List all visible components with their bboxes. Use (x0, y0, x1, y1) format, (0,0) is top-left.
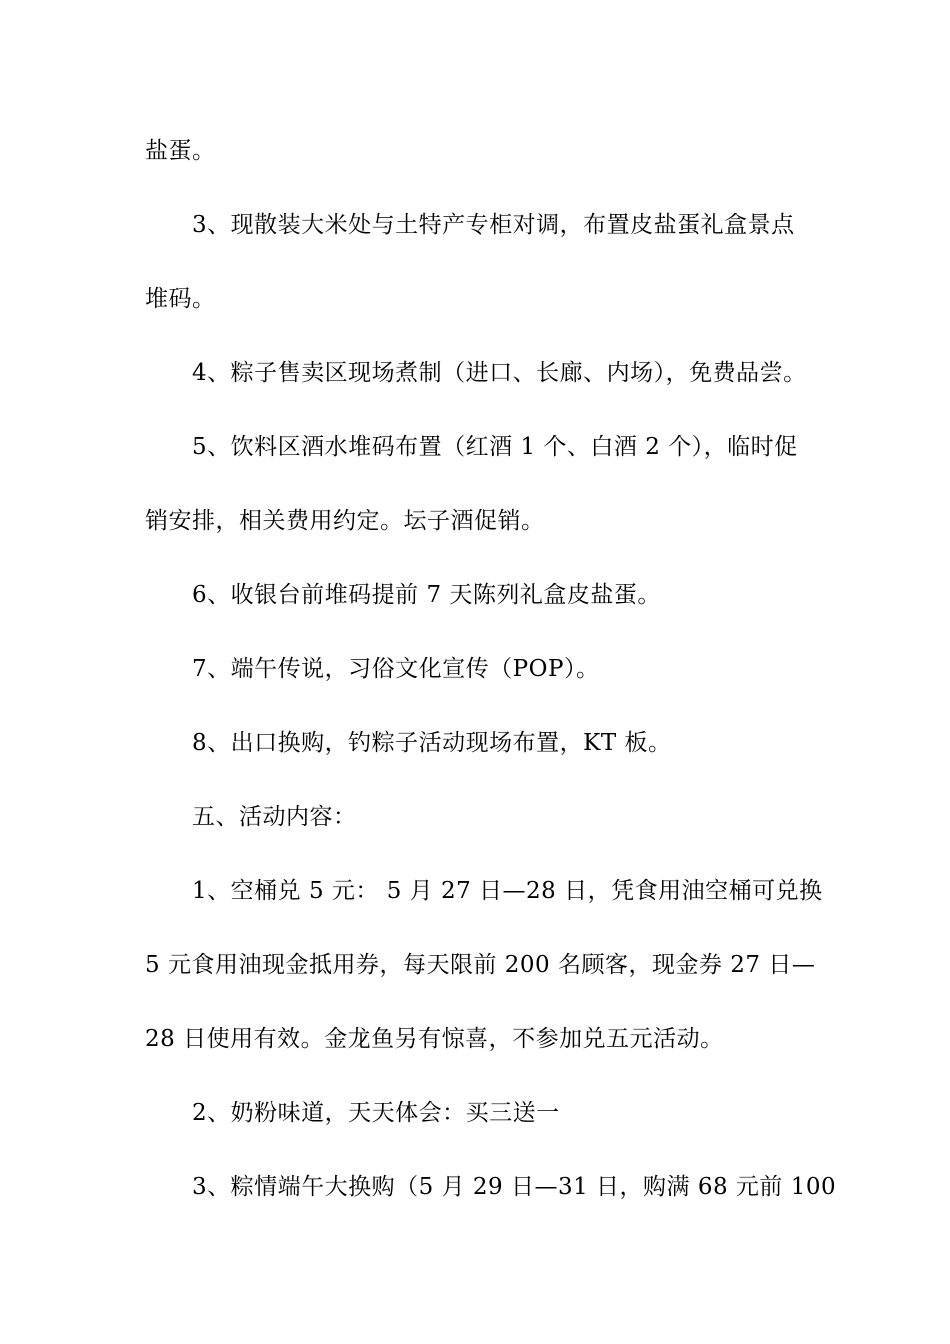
text-line: 6、收银台前堆码提前 7 天陈列礼盒皮盐蛋。 (192, 582, 661, 608)
text-line: 3、粽情端午大换购（5 月 29 日—31 日，购满 68 元前 100 (192, 1174, 837, 1200)
text-line: 堆码。 (145, 286, 216, 312)
text-line: 盐蛋。 (145, 138, 216, 164)
text-line: 7、端午传说，习俗文化宣传（POP）。 (192, 656, 600, 682)
text-line: 28 日使用有效。金龙鱼另有惊喜，不参加兑五元活动。 (145, 1026, 724, 1052)
text-line: 4、粽子售卖区现场煮制（进口、长廊、内场），免费品尝。 (192, 360, 807, 386)
text-line: 2、奶粉味道，天天体会：买三送一 (192, 1100, 560, 1126)
text-line: 3、现散装大米处与土特产专柜对调，布置皮盐蛋礼盒景点 (192, 212, 795, 238)
text-line: 销安排，相关费用约定。坛子酒促销。 (145, 508, 545, 534)
text-line: 5、饮料区酒水堆码布置（红酒 1 个、白酒 2 个），临时促 (192, 434, 798, 460)
text-line: 5 元食用油现金抵用券，每天限前 200 名顾客，现金券 27 日— (145, 952, 816, 978)
section-heading: 五、活动内容： (192, 804, 357, 830)
text-line: 1、空桶兑 5 元： 5 月 27 日—28 日，凭食用油空桶可兑换 (192, 878, 823, 904)
text-line: 8、出口换购，钓粽子活动现场布置，KT 板。 (192, 730, 672, 756)
